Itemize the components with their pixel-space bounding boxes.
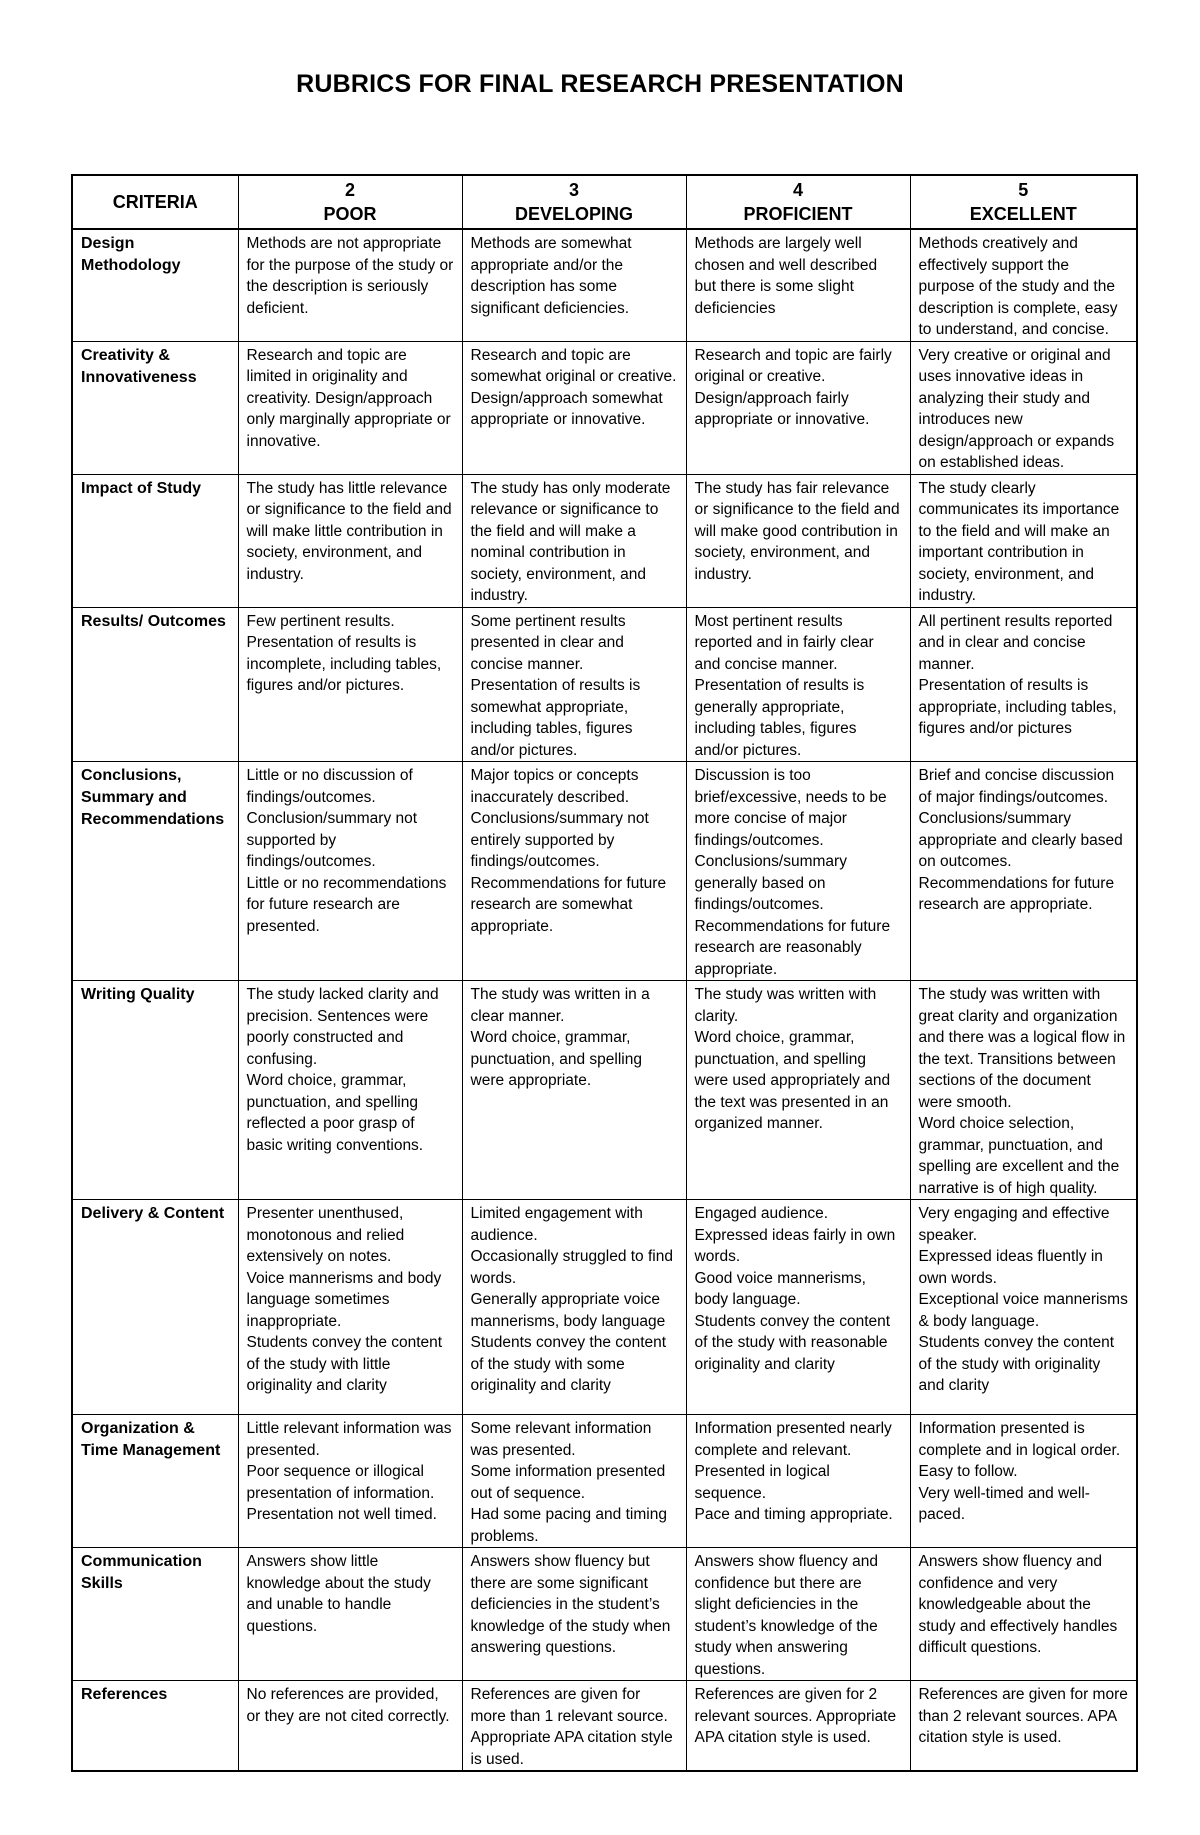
descriptor-cell-poor: Answers show little knowledge about the study and unable to handle questions. (238, 1548, 462, 1681)
descriptor-cell-excellent: Very engaging and effective speaker. Expressed ideas fluently in own words. Exceptional voice mannerisms & body language. Students convey the content of the study with originality and clarity (910, 1200, 1137, 1415)
descriptor-cell-developing: Some pertinent results presented in clear and concise manner. Presentation of results is somewhat appropriate, including tables, figures and/or pictures. (462, 607, 686, 762)
descriptor-cell-excellent: Methods creatively and effectively support the purpose of the study and the description is complete, easy to understand, and concise. (910, 229, 1137, 341)
descriptor-cell-poor: Presenter unenthused, monotonous and relied extensively on notes. Voice mannerisms and body language sometimes inappropriate. Students convey the content of the study with little originality and clarity (238, 1200, 462, 1415)
level-header-poor (238, 175, 462, 229)
level-header-excellent (910, 175, 1137, 229)
descriptor-cell-proficient: Answers show fluency and confidence but there are slight deficiencies in the student’s knowledge of the study when answering questions. (686, 1548, 910, 1681)
descriptor-cell-excellent: Answers show fluency and confidence and very knowledgeable about the study and effectively handles difficult questions. (910, 1548, 1137, 1681)
descriptor-cell-proficient: Research and topic are fairly original or creative. Design/approach fairly appropriate or innovative. (686, 341, 910, 474)
descriptor-cell-excellent: References are given for more than 2 relevant sources. APA citation style is used. (910, 1681, 1137, 1772)
criterion-cell: Conclusions, Summary and Recommendations (72, 762, 238, 981)
descriptor-cell-poor: Methods are not appropriate for the purpose of the study or the description is seriously deficient. (238, 229, 462, 341)
level-score: 5 (1018, 180, 1029, 200)
rubric-row-conclusions (72, 762, 1137, 981)
criteria-header: CRITERIA (72, 175, 238, 229)
criterion-cell: Creativity & Innovativeness (72, 341, 238, 474)
descriptor-cell-proficient: Discussion is too brief/excessive, needs to be more concise of major findings/outcomes. Conclusions/summary generally based on findings/outcomes. Recommendations for future research are reasonably appropriate. (686, 762, 910, 981)
descriptor-cell-proficient: The study has fair relevance or significance to the field and will make good contribution in society, environment, and industry. (686, 474, 910, 607)
descriptor-cell-proficient: Engaged audience. Expressed ideas fairly in own words. Good voice mannerisms, body language. Students convey the content of the study with reasonable originality and clarity (686, 1200, 910, 1415)
descriptor-cell-developing: The study has only moderate relevance or significance to the field and will make a nominal contribution in society, environment, and industry. (462, 474, 686, 607)
rubric-row-impact (72, 474, 1137, 607)
descriptor-cell-developing: Some relevant information was presented. Some information presented out of sequence. Had some pacing and timing problems. (462, 1415, 686, 1548)
descriptor-cell-developing: Methods are somewhat appropriate and/or the description has some significant deficiencies. (462, 229, 686, 341)
descriptor-cell-excellent: All pertinent results reported and in clear and concise manner. Presentation of results is appropriate, including tables, figures and/or pictures (910, 607, 1137, 762)
descriptor-cell-developing: References are given for more than 1 relevant source. Appropriate APA citation style is used. (462, 1681, 686, 1772)
descriptor-cell-poor: Little relevant information was presented. Poor sequence or illogical presentation of information. Presentation not well timed. (238, 1415, 462, 1548)
descriptor-cell-developing: The study was written in a clear manner. Word choice, grammar, punctuation, and spelling were appropriate. (462, 981, 686, 1200)
descriptor-cell-poor: Little or no discussion of findings/outcomes. Conclusion/summary not supported by findings/outcomes. Little or no recommendations for future research are presented. (238, 762, 462, 981)
criterion-cell: Impact of Study (72, 474, 238, 607)
level-name: EXCELLENT (969, 204, 1077, 224)
level-score: 3 (568, 180, 579, 200)
descriptor-cell-proficient: References are given for 2 relevant sources. Appropriate APA citation style is used. (686, 1681, 910, 1772)
criterion-cell: Organization & Time Management (72, 1415, 238, 1548)
level-header-proficient (686, 175, 910, 229)
descriptor-cell-proficient: Information presented nearly complete and relevant. Presented in logical sequence. Pace and timing appropriate. (686, 1415, 910, 1548)
criterion-cell: Results/ Outcomes (72, 607, 238, 762)
descriptor-cell-excellent: Information presented is complete and in logical order. Easy to follow. Very well-timed and well-paced. (910, 1415, 1137, 1548)
descriptor-cell-excellent: The study clearly communicates its importance to the field and will make an important contribution in society, environment, and industry. (910, 474, 1137, 607)
rubric-row-delivery (72, 1200, 1137, 1415)
descriptor-cell-proficient: The study was written with clarity. Word choice, grammar, punctuation, and spelling were used appropriately and the text was presented in an organized manner. (686, 981, 910, 1200)
descriptor-cell-developing: Limited engagement with audience. Occasionally struggled to find words. Generally appropriate voice mannerisms, body language Students convey the content of the study with some originality and clarity (462, 1200, 686, 1415)
criterion-cell: References (72, 1681, 238, 1772)
level-score: 2 (344, 180, 355, 200)
level-header-developing (462, 175, 686, 229)
criterion-cell: Communication Skills (72, 1548, 238, 1681)
descriptor-cell-developing: Answers show fluency but there are some significant deficiencies in the student’s knowledge of the study when answering questions. (462, 1548, 686, 1681)
descriptor-cell-developing: Research and topic are somewhat original or creative. Design/approach somewhat appropriate or innovative. (462, 341, 686, 474)
descriptor-cell-poor: No references are provided, or they are not cited correctly. (238, 1681, 462, 1772)
level-name: POOR (323, 204, 377, 224)
descriptor-cell-proficient: Most pertinent results reported and in fairly clear and concise manner. Presentation of results is generally appropriate, including tables, figures and/or pictures. (686, 607, 910, 762)
rubric-row-writing-quality (72, 981, 1137, 1200)
level-score: 4 (792, 180, 803, 200)
rubric-row-communication (72, 1548, 1137, 1681)
rubric-row-organization (72, 1415, 1137, 1548)
rubric-row-design-methodology (72, 229, 1137, 341)
descriptor-cell-excellent: The study was written with great clarity and organization and there was a logical flow in the text. Transitions between sections of the document were smooth. Word choice selection, grammar, punctuation, and spelling are excellent and the narrative is of high quality. (910, 981, 1137, 1200)
rubric-row-results (72, 607, 1137, 762)
rubric-table (71, 174, 1138, 1772)
descriptor-cell-poor: Few pertinent results. Presentation of results is incomplete, including tables, figures and/or pictures. (238, 607, 462, 762)
criterion-cell: Design Methodology (72, 229, 238, 341)
level-name: PROFICIENT (743, 204, 853, 224)
rubric-row-references (72, 1681, 1137, 1772)
descriptor-cell-poor: The study has little relevance or significance to the field and will make little contribution in society, environment, and industry. (238, 474, 462, 607)
criterion-cell: Writing Quality (72, 981, 238, 1200)
header-row (72, 175, 1137, 229)
descriptor-cell-poor: Research and topic are limited in originality and creativity. Design/approach only marginally appropriate or innovative. (238, 341, 462, 474)
descriptor-cell-excellent: Very creative or original and uses innovative ideas in analyzing their study and introduces new design/approach or expands on established ideas. (910, 341, 1137, 474)
rubric-row-creativity (72, 341, 1137, 474)
criterion-cell: Delivery & Content (72, 1200, 238, 1415)
descriptor-cell-proficient: Methods are largely well chosen and well described but there is some slight deficiencies (686, 229, 910, 341)
level-name: DEVELOPING (514, 204, 634, 224)
descriptor-cell-developing: Major topics or concepts inaccurately described. Conclusions/summary not entirely supported by findings/outcomes. Recommendations for future research are somewhat appropriate. (462, 762, 686, 981)
page-title: RUBRICS FOR FINAL RESEARCH PRESENTATION (296, 70, 904, 98)
descriptor-cell-excellent: Brief and concise discussion of major findings/outcomes. Conclusions/summary appropriate and clearly based on outcomes. Recommendations for future research are appropriate. (910, 762, 1137, 981)
descriptor-cell-poor: The study lacked clarity and precision. Sentences were poorly constructed and confusing. Word choice, grammar, punctuation, and spelling reflected a poor grasp of basic writing conventions. (238, 981, 462, 1200)
